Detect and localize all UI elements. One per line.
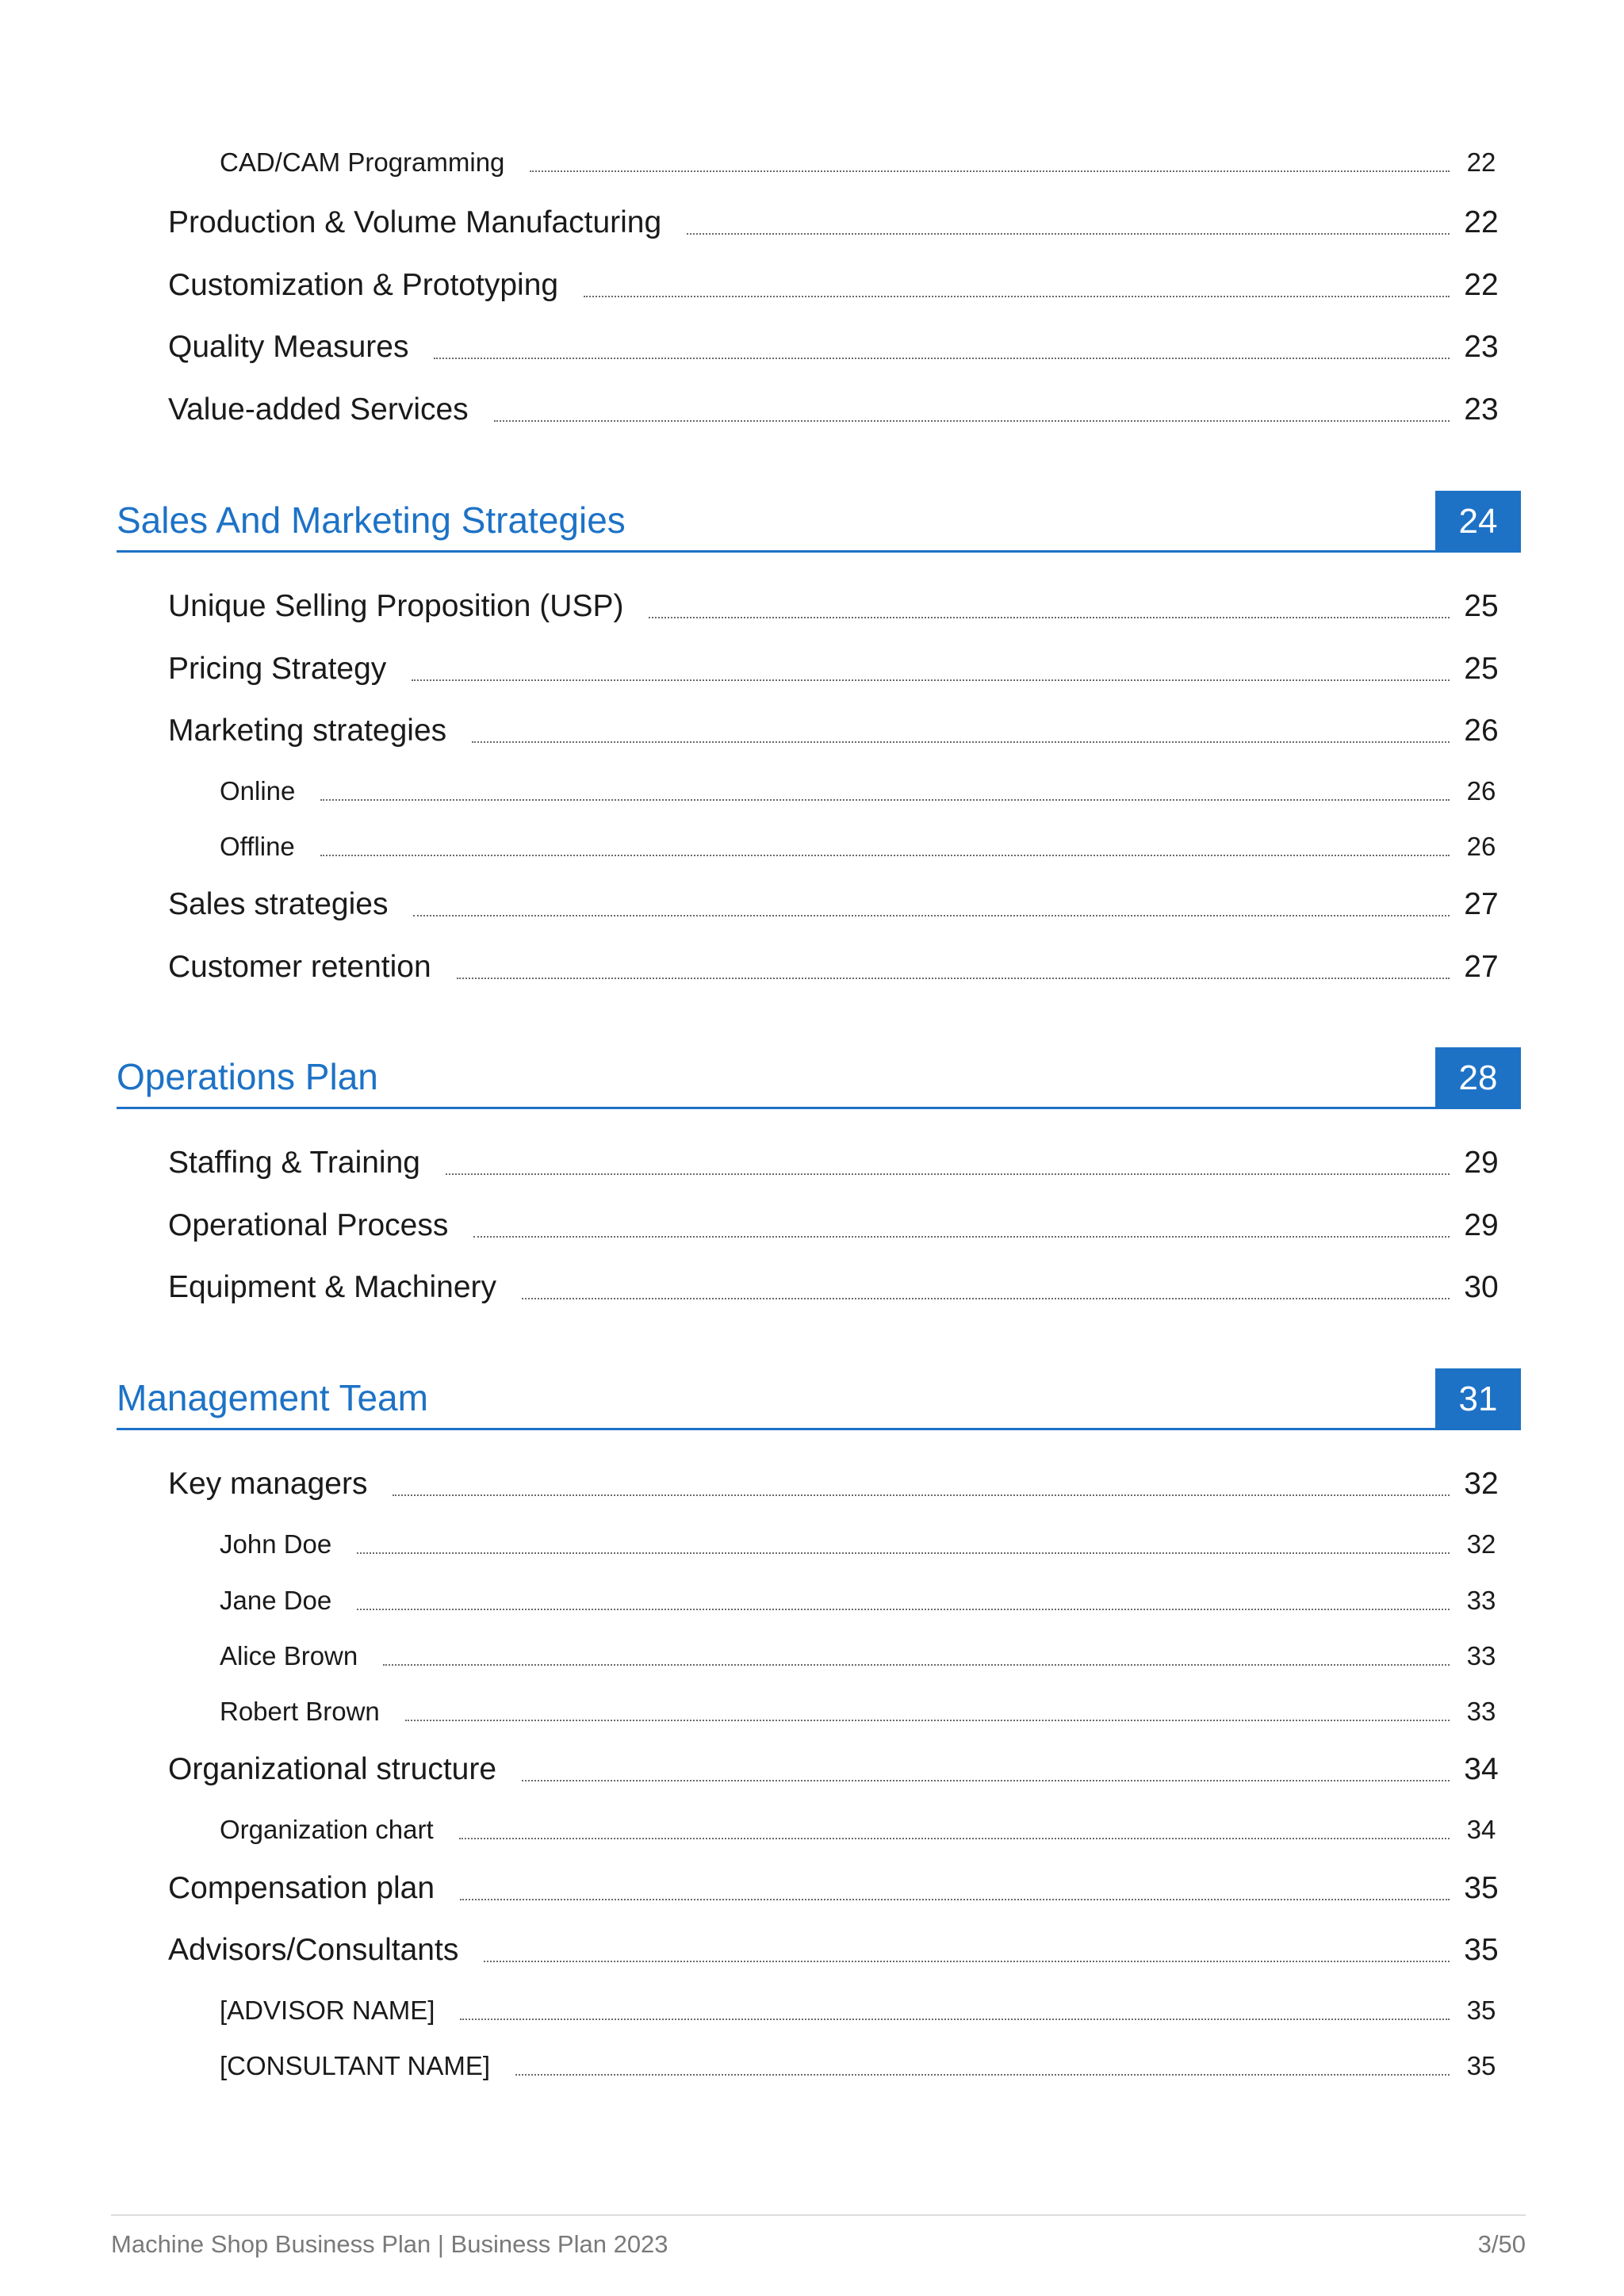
- toc-entry[interactable]: [168, 1465, 1513, 1502]
- toc-entry-page: 22: [1464, 268, 1499, 302]
- toc-entry-label: Operational Process: [168, 1208, 449, 1242]
- dot-leader: [584, 296, 1450, 297]
- toc-entry-page: 33: [1466, 1697, 1496, 1726]
- toc-entry-label: Unique Selling Proposition (USP): [168, 589, 624, 623]
- toc-entry-label: Pricing Strategy: [168, 652, 387, 686]
- dot-leader: [515, 2074, 1450, 2076]
- toc-entry[interactable]: [168, 204, 1513, 240]
- section-page-badge: 28: [1435, 1047, 1521, 1109]
- toc-entry-label: Customization & Prototyping: [168, 268, 559, 302]
- dot-leader: [446, 1173, 1450, 1175]
- toc-entry-label: Value-added Services: [168, 392, 469, 427]
- toc-entry-label: Customer retention: [168, 950, 431, 984]
- toc-entry-label: Marketing strategies: [168, 714, 447, 748]
- toc-entry-label: Advisors/Consultants: [168, 1933, 459, 1967]
- toc-entry-label: Organizational structure: [168, 1752, 497, 1786]
- toc-entry-page: 25: [1464, 652, 1499, 686]
- toc-entry-label: Equipment & Machinery: [168, 1270, 497, 1304]
- toc-entry-page: 27: [1464, 887, 1499, 921]
- dot-leader: [412, 679, 1450, 681]
- toc-entry[interactable]: [220, 1640, 1513, 1671]
- dot-leader: [320, 799, 1450, 801]
- toc-entry-label: Offline: [220, 832, 295, 861]
- toc-entry[interactable]: [168, 1931, 1513, 1968]
- toc-entry[interactable]: [168, 266, 1513, 303]
- section-title: Management Team: [117, 1377, 428, 1418]
- dot-leader: [434, 358, 1450, 359]
- toc-entry-page: 32: [1466, 1529, 1496, 1559]
- toc-entry-label: Alice Brown: [220, 1641, 358, 1670]
- toc-entry[interactable]: [168, 328, 1513, 365]
- toc-entry-page: 35: [1464, 1933, 1499, 1967]
- section-title: Operations Plan: [117, 1056, 378, 1097]
- toc-entry-page: 35: [1466, 1996, 1496, 2025]
- dot-leader: [522, 1780, 1450, 1781]
- dot-leader: [687, 233, 1450, 235]
- toc-entry-page: 25: [1464, 589, 1499, 623]
- toc-entry-page: 23: [1464, 392, 1499, 427]
- toc-entry-page: 26: [1466, 776, 1496, 806]
- page-footer: [111, 2214, 1526, 2258]
- dot-leader: [357, 1552, 1450, 1554]
- toc-entry-label: Production & Volume Manufacturing: [168, 205, 662, 239]
- dot-leader: [459, 1838, 1450, 1839]
- toc-entry[interactable]: [168, 1869, 1513, 1906]
- section-underline: [117, 1107, 1521, 1109]
- dot-leader: [472, 741, 1450, 743]
- toc-entry-page: 26: [1464, 714, 1499, 748]
- toc-entry[interactable]: [220, 1584, 1513, 1616]
- toc-entry[interactable]: [220, 775, 1513, 806]
- toc-entry-label: Robert Brown: [220, 1697, 380, 1726]
- toc-entry[interactable]: [168, 1269, 1513, 1305]
- dot-leader: [413, 915, 1450, 916]
- toc-entry-page: 23: [1464, 330, 1499, 364]
- toc-entry[interactable]: [220, 1813, 1513, 1845]
- toc-entry-page: 32: [1464, 1467, 1499, 1501]
- section-page-badge: 31: [1435, 1368, 1521, 1430]
- toc-entry-label: [CONSULTANT NAME]: [220, 2051, 491, 2080]
- toc-entry-page: 22: [1466, 147, 1496, 177]
- dot-leader: [460, 2019, 1450, 2020]
- toc-entry[interactable]: [168, 1144, 1513, 1181]
- section-title: Sales And Marketing Strategies: [117, 499, 626, 541]
- toc-entry-label: Organization chart: [220, 1815, 434, 1844]
- toc-entry-page: 33: [1466, 1586, 1496, 1615]
- toc-entry-label: John Doe: [220, 1529, 332, 1559]
- toc-entry[interactable]: [168, 391, 1513, 427]
- toc-entry[interactable]: [168, 1751, 1513, 1787]
- toc-entry-page: 26: [1466, 832, 1496, 861]
- toc-entry[interactable]: [220, 830, 1513, 862]
- section-underline: [117, 1428, 1521, 1430]
- toc-entry[interactable]: [220, 146, 1513, 178]
- toc-entry-page: 22: [1464, 205, 1499, 239]
- toc-entry-label: Quality Measures: [168, 330, 409, 364]
- toc-entry[interactable]: [220, 1994, 1513, 2026]
- toc-entry-page: 35: [1466, 2051, 1496, 2080]
- toc-entry-page: 34: [1466, 1815, 1496, 1844]
- toc-entry[interactable]: [220, 2049, 1513, 2081]
- toc-entry-label: [ADVISOR NAME]: [220, 1996, 435, 2025]
- dot-leader: [393, 1494, 1450, 1496]
- toc-entry[interactable]: [220, 1695, 1513, 1727]
- toc-entry-label: Jane Doe: [220, 1586, 332, 1615]
- dot-leader: [460, 1899, 1450, 1900]
- dot-leader: [494, 420, 1450, 422]
- toc-entry-page: 30: [1464, 1270, 1499, 1304]
- toc-entry-page: 29: [1464, 1208, 1499, 1242]
- dot-leader: [383, 1664, 1450, 1666]
- dot-leader: [457, 978, 1450, 979]
- dot-leader: [357, 1609, 1450, 1610]
- toc-section-header[interactable]: [117, 1047, 1521, 1109]
- toc-entry-page: 27: [1464, 950, 1499, 984]
- toc-section-header[interactable]: [117, 491, 1521, 553]
- toc-entry[interactable]: [168, 886, 1513, 922]
- dot-leader: [522, 1298, 1450, 1299]
- toc-entry-label: Sales strategies: [168, 887, 389, 921]
- dot-leader: [320, 855, 1450, 856]
- toc-entry-label: Online: [220, 776, 296, 806]
- toc-entry-page: 34: [1464, 1752, 1499, 1786]
- dot-leader: [530, 170, 1450, 172]
- toc-entry[interactable]: [168, 650, 1513, 687]
- dot-leader: [405, 1720, 1450, 1721]
- toc-entry[interactable]: [220, 1528, 1513, 1559]
- toc-entry-label: Staffing & Training: [168, 1146, 420, 1180]
- toc-entry-page: 29: [1464, 1146, 1499, 1180]
- toc-entry-label: Key managers: [168, 1467, 368, 1501]
- toc-entry-label: CAD/CAM Programming: [220, 147, 505, 177]
- dot-leader: [484, 1961, 1450, 1962]
- toc-entry[interactable]: [168, 948, 1513, 985]
- dot-leader: [649, 617, 1450, 618]
- toc-entry[interactable]: [168, 712, 1513, 748]
- section-page-badge: 24: [1435, 491, 1521, 553]
- toc-section-header[interactable]: [117, 1368, 1521, 1430]
- toc-entry[interactable]: [168, 1207, 1513, 1243]
- toc-entry-label: Compensation plan: [168, 1871, 435, 1905]
- toc-entry[interactable]: [168, 587, 1513, 624]
- toc-entry-page: 35: [1464, 1871, 1499, 1905]
- section-underline: [117, 550, 1521, 553]
- toc-entry-page: 33: [1466, 1641, 1496, 1670]
- footer-document-title: Machine Shop Business Plan | Business Plan 2023: [111, 2230, 668, 2258]
- dot-leader: [473, 1236, 1450, 1238]
- footer-page-number: 3/50: [1477, 2230, 1526, 2258]
